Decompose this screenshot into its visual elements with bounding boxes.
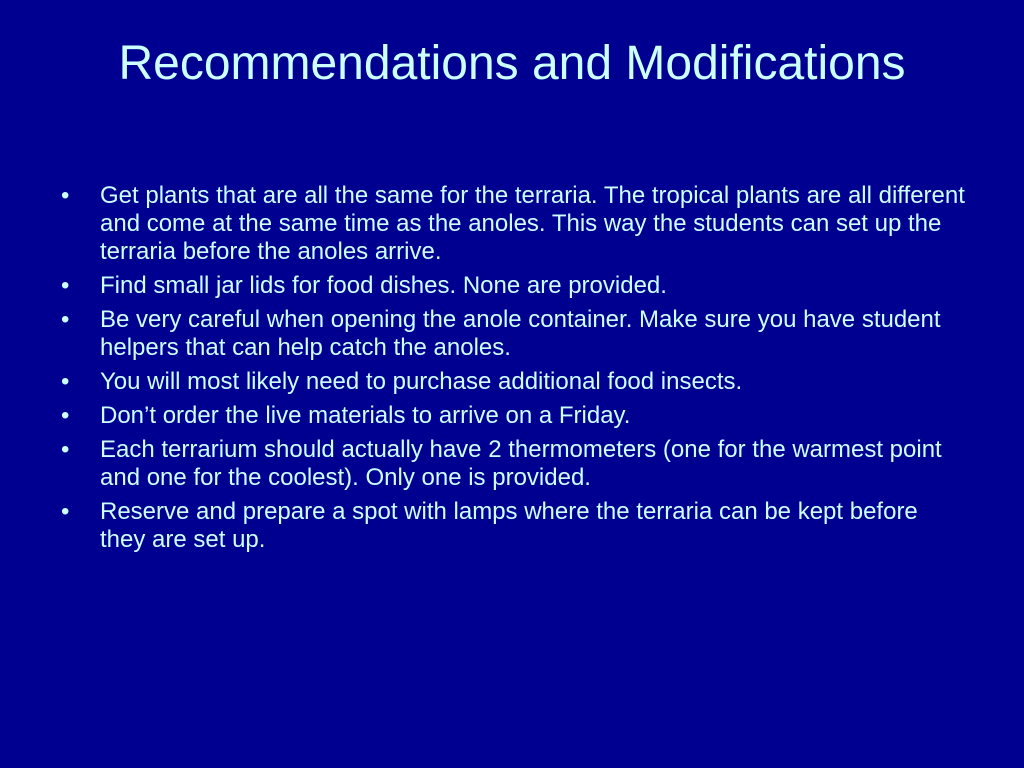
bullet-text: Reserve and prepare a spot with lamps where the terraria can be kept before they are set up. (100, 498, 918, 553)
bullet-icon: • (61, 402, 70, 429)
list-item (56, 306, 966, 362)
list-item (56, 182, 966, 266)
bullet-icon: • (61, 498, 70, 525)
list-item (56, 272, 966, 300)
bullet-icon: • (61, 272, 70, 299)
bullet-icon: • (61, 306, 70, 333)
list-item (56, 402, 966, 430)
bullet-text: Don’t order the live materials to arrive on a Friday. (100, 402, 631, 429)
bullet-icon: • (61, 368, 70, 395)
list-item (56, 368, 966, 396)
bullet-text: You will most likely need to purchase additional food insects. (100, 368, 743, 395)
bullet-icon: • (61, 436, 70, 463)
list-item (56, 436, 966, 492)
bullet-text: Be very careful when opening the anole container. Make sure you have student helpers that can help catch the anoles. (100, 306, 941, 361)
bullet-list (56, 182, 966, 560)
bullet-text: Get plants that are all the same for the terraria. The tropical plants are all different and come at the same time as the anoles. This way the students can set up the terraria before the anoles arrive. (100, 182, 965, 265)
slide-title: Recommendations and Modifications (118, 37, 906, 90)
bullet-text: Each terrarium should actually have 2 thermometers (one for the warmest point and one for the coolest). Only one is provided. (100, 436, 942, 491)
bullet-text: Find small jar lids for food dishes. None are provided. (100, 272, 667, 299)
list-item (56, 498, 966, 554)
bullet-icon: • (61, 182, 70, 209)
